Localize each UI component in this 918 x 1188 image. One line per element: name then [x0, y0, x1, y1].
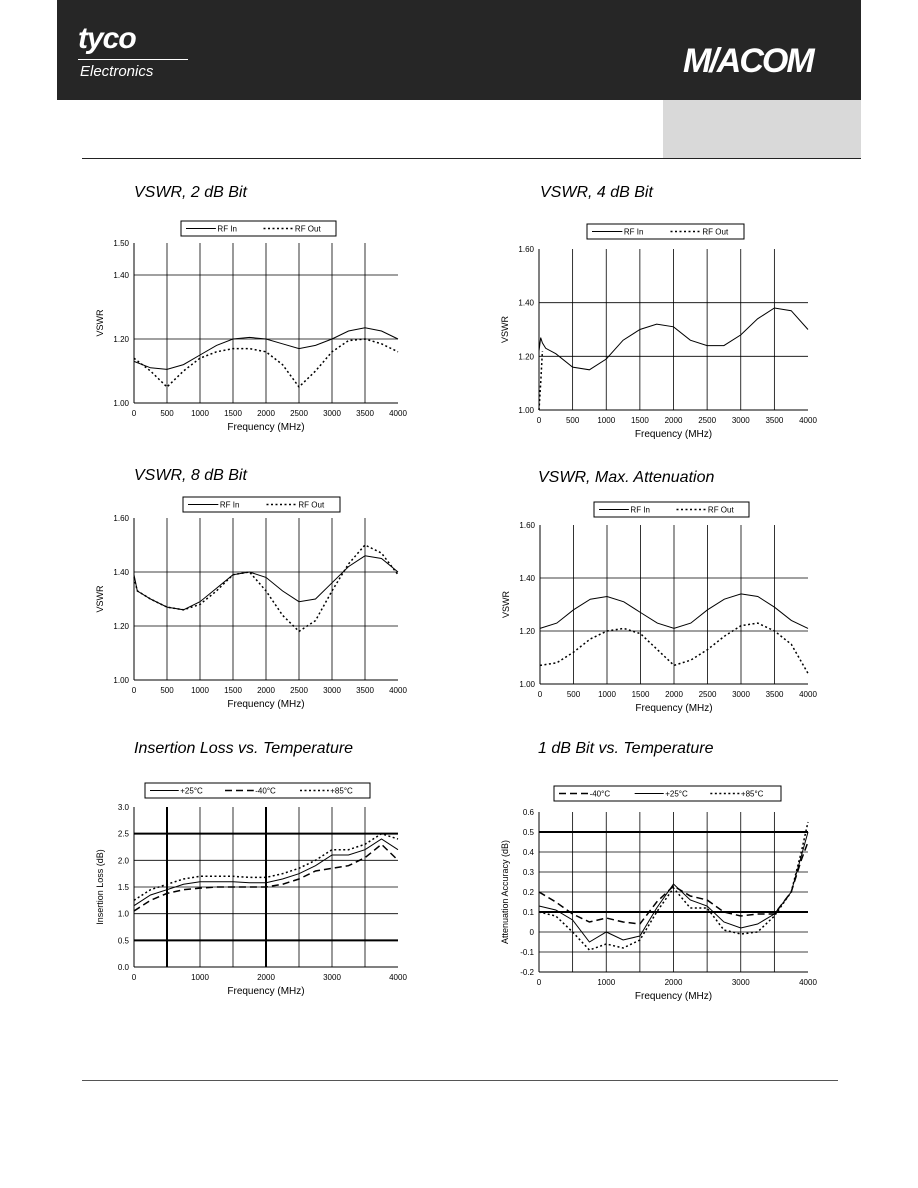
y-tick-label: 1.5	[117, 883, 129, 892]
y-tick-label: 0.1	[522, 908, 534, 917]
y-tick-label: -0.2	[520, 968, 534, 977]
x-axis-label: Frequency (MHz)	[227, 986, 305, 997]
x-tick-label: 2500	[698, 416, 717, 425]
chart-title-vswr-2db: VSWR, 2 dB Bit	[134, 184, 247, 201]
header-gray-box	[663, 100, 861, 158]
y-tick-label: 1.20	[113, 622, 129, 631]
x-tick-label: 1000	[191, 686, 209, 695]
x-tick-label: 3000	[731, 978, 750, 987]
y-tick-label: 0.5	[522, 828, 534, 837]
legend-label: +25°C	[180, 786, 203, 796]
x-tick-label: 500	[160, 409, 174, 418]
y-tick-label: 0.5	[117, 936, 129, 946]
y-tick-label: 0.3	[522, 868, 534, 877]
header-rule	[82, 158, 861, 159]
y-tick-label: 1.00	[518, 406, 534, 415]
x-axis-label: Frequency (MHz)	[227, 699, 305, 710]
logo-underline	[78, 59, 188, 60]
x-tick-label: 1000	[191, 973, 209, 982]
x-tick-label: 3500	[765, 416, 784, 425]
y-tick-label: 0.0	[117, 963, 129, 972]
y-tick-label: -0.1	[520, 948, 534, 957]
x-tick-label: 2000	[665, 690, 683, 699]
x-axis-label: Frequency (MHz)	[634, 429, 713, 440]
x-tick-label: 3000	[732, 690, 750, 699]
x-tick-label: 2500	[698, 690, 717, 699]
y-tick-label: 1.00	[519, 680, 535, 689]
y-tick-label: 2.0	[117, 856, 129, 866]
legend-label: RF In	[630, 505, 650, 515]
y-tick-label: 1.20	[518, 352, 534, 362]
chart-title-vswr-4db: VSWR, 4 dB Bit	[540, 184, 653, 201]
legend-label: RF In	[217, 224, 237, 234]
y-tick-label: 1.40	[518, 298, 534, 308]
x-tick-label: 3500	[356, 686, 374, 695]
x-tick-label: 4000	[799, 416, 817, 425]
y-tick-label: 0.6	[522, 808, 534, 817]
footer-rule	[82, 1080, 838, 1081]
chart-title-insertion-loss: Insertion Loss vs. Temperature	[134, 740, 354, 757]
y-tick-label: 3.0	[117, 803, 129, 812]
chart-vswr-8db	[88, 490, 418, 722]
x-tick-label: 0	[536, 416, 542, 425]
x-tick-label: 1500	[224, 409, 242, 418]
x-tick-label: 4000	[389, 973, 407, 982]
x-axis-label: Frequency (MHz)	[634, 991, 713, 1002]
x-tick-label: 3000	[323, 973, 341, 982]
legend-label: -40°C	[255, 786, 276, 796]
x-axis-label: Frequency (MHz)	[635, 703, 713, 714]
legend-label: RF Out	[298, 500, 325, 510]
legend-label: RF In	[219, 500, 240, 510]
y-tick-label: 1.0	[117, 909, 129, 919]
x-tick-label: 1000	[191, 409, 209, 418]
legend-label: RF Out	[294, 224, 321, 234]
x-axis-label: Frequency (MHz)	[227, 422, 305, 433]
x-tick-label: 1000	[598, 690, 616, 699]
x-tick-label: 3000	[323, 686, 341, 695]
y-tick-label: 1.00	[113, 676, 129, 685]
legend-label: +85°C	[740, 789, 764, 799]
x-tick-label: 1500	[631, 690, 650, 699]
x-tick-label: 0	[537, 690, 543, 699]
x-tick-label: 2500	[290, 409, 308, 418]
y-tick-label: 1.40	[113, 568, 129, 577]
x-tick-label: 0	[536, 978, 542, 987]
chart-insertion-loss	[88, 775, 418, 1007]
tyco-logo: tyco	[78, 22, 136, 55]
x-tick-label: 2000	[257, 409, 275, 418]
y-axis-label: Insertion Loss (dB)	[95, 849, 105, 925]
y-axis-label: VSWR	[501, 591, 511, 618]
legend-label: +25°C	[665, 789, 688, 799]
y-axis-label: Attenuation Accuracy (dB)	[500, 839, 510, 945]
y-tick-label: 1.20	[519, 627, 535, 636]
x-tick-label: 4000	[389, 409, 407, 418]
electronics-label: Electronics	[80, 63, 154, 80]
y-tick-label: 1.40	[113, 271, 129, 280]
legend-label: RF Out	[702, 227, 729, 237]
y-tick-label: 0.4	[522, 848, 534, 857]
chart-1db-bit-temperature	[492, 778, 822, 1010]
chart-title-1db-bit: 1 dB Bit vs. Temperature	[538, 740, 714, 757]
x-tick-label: 0	[131, 409, 137, 418]
x-tick-label: 0	[131, 973, 137, 982]
x-tick-label: 3500	[356, 409, 374, 418]
x-tick-label: 1000	[597, 416, 616, 425]
x-tick-label: 2500	[290, 686, 308, 695]
y-axis-label: VSWR	[95, 585, 105, 613]
y-axis-label: VSWR	[95, 309, 105, 337]
x-tick-label: 2000	[257, 686, 275, 695]
x-tick-label: 500	[160, 686, 174, 695]
x-tick-label: 2000	[257, 973, 275, 982]
y-tick-label: 1.40	[519, 574, 535, 583]
y-tick-label: 1.00	[113, 399, 129, 408]
x-tick-label: 3000	[323, 409, 341, 418]
y-tick-label: 1.50	[113, 239, 129, 248]
x-tick-label: 500	[565, 416, 580, 425]
x-tick-label: 1500	[224, 686, 242, 695]
x-tick-label: 3000	[731, 416, 750, 425]
macom-logo: M/ACOM	[683, 42, 813, 80]
y-tick-label: 1.60	[113, 514, 129, 523]
legend-label: RF Out	[707, 505, 734, 515]
y-axis-label: VSWR	[500, 316, 510, 343]
x-tick-label: 0	[131, 686, 137, 695]
y-tick-label: 1.20	[113, 335, 129, 344]
x-tick-label: 4000	[389, 686, 407, 695]
x-tick-label: 500	[566, 690, 581, 699]
x-tick-label: 2000	[664, 416, 683, 425]
y-tick-label: 1.60	[518, 245, 534, 254]
chart-vswr-4db	[492, 218, 822, 450]
x-tick-label: 4000	[799, 978, 817, 987]
y-tick-label: 0	[529, 928, 534, 937]
chart-title-vswr-max: VSWR, Max. Attenuation	[538, 469, 715, 486]
x-tick-label: 2000	[664, 978, 683, 987]
series-line-rf-out	[539, 351, 542, 410]
x-tick-label: 1000	[597, 978, 616, 987]
chart-title-vswr-8db: VSWR, 8 dB Bit	[134, 467, 247, 484]
y-tick-label: 2.5	[117, 829, 129, 839]
x-tick-label: 1500	[630, 416, 649, 425]
x-tick-label: 3500	[765, 690, 784, 699]
legend-label: +85°C	[330, 786, 353, 796]
x-tick-label: 4000	[799, 690, 817, 699]
y-tick-label: 0.2	[522, 888, 534, 897]
legend-label: -40°C	[589, 789, 611, 799]
y-tick-label: 1.60	[519, 521, 535, 530]
legend-label: RF In	[623, 227, 644, 237]
chart-vswr-max-attenuation	[492, 496, 822, 728]
chart-vswr-2db	[88, 212, 418, 444]
